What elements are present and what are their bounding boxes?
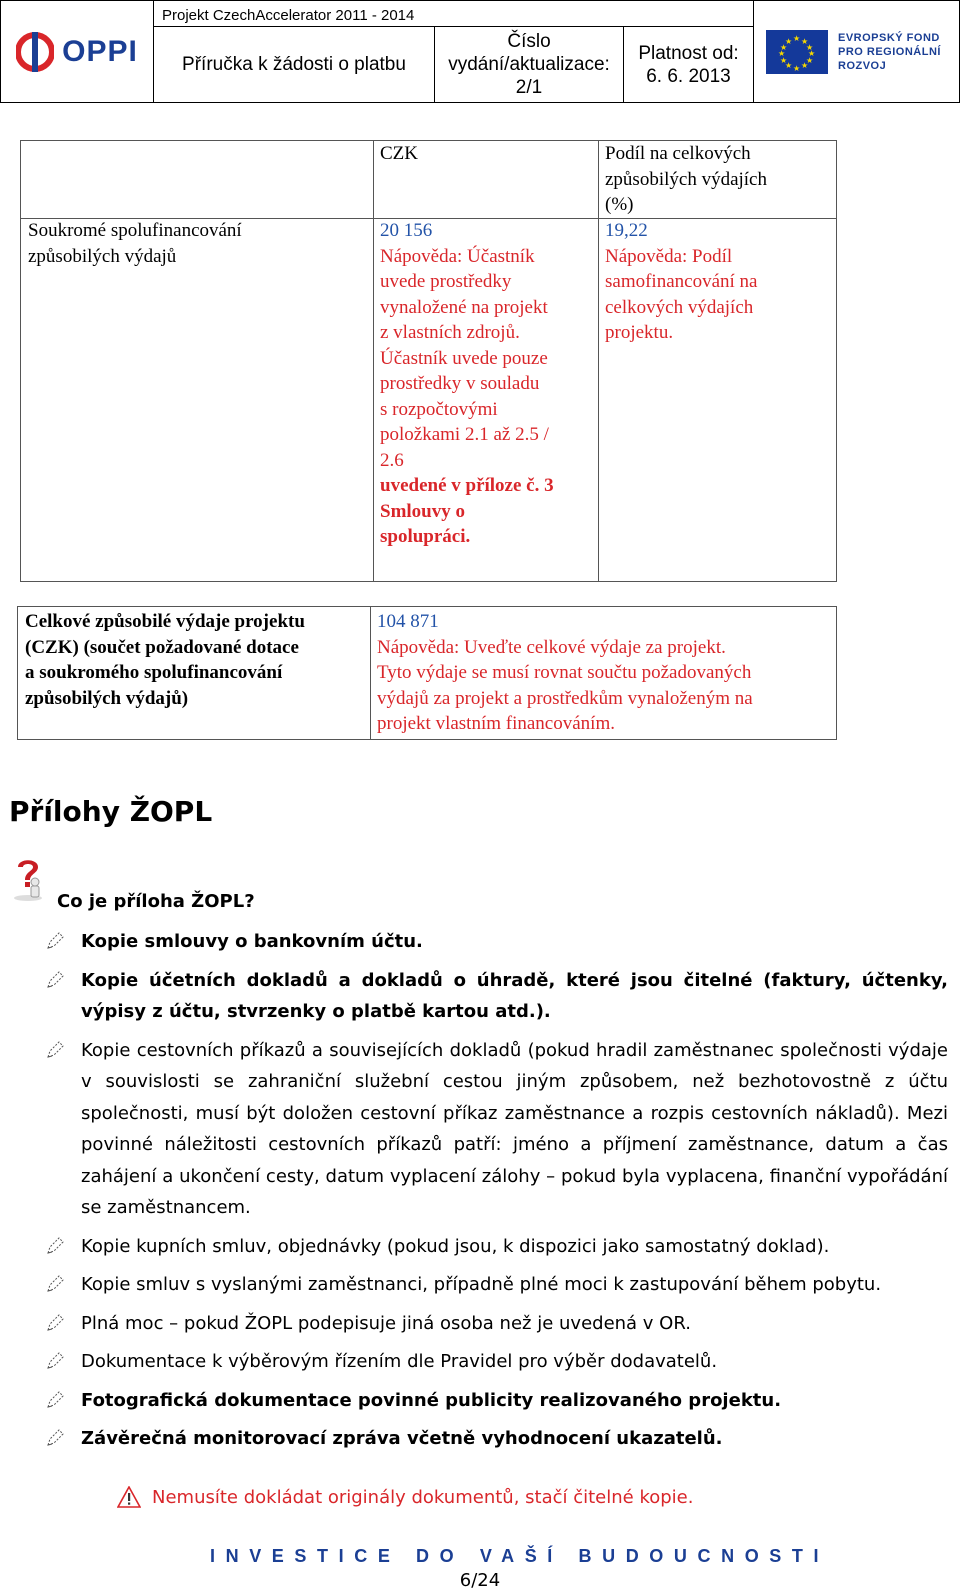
version-label-1: Číslo	[507, 31, 551, 52]
total-costs-table	[17, 606, 837, 740]
eu-fund-text	[838, 31, 941, 73]
warning-note	[117, 1486, 693, 1508]
pencil-bullet-icon	[44, 1427, 66, 1449]
total-label	[25, 609, 305, 711]
pencil-bullet-icon	[44, 930, 66, 952]
list-item-text: Dokumentace k výběrovým řízením dle Pravidel pro výběr dodavatelů.	[81, 1351, 718, 1372]
col-header-share-line: Podíl na celkových	[605, 143, 751, 164]
pencil-bullet-icon	[44, 969, 66, 991]
eu-flag-icon: ★ ★ ★ ★ ★ ★ ★ ★ ★ ★ ★ ★	[766, 30, 828, 74]
czk-help-line: uvede prostředky	[380, 271, 512, 292]
czk-help-line: Nápověda: Účastník	[380, 245, 535, 267]
list-item-text: Plná moc – pokud ŽOPL podepisuje jiná osoba než je uvedená v OR.	[81, 1312, 691, 1334]
total-help-line: projekt vlastním financováním.	[377, 713, 615, 734]
list-item-text: Kopie cestovních příkazů a souvisejících dokladů (pokud hradil zaměstnanec společnosti výdaje v souvislosti se zahraniční služební cestou jiným způsobem, než bezhotovostně z účtu společnosti, musí být doložen cestovní příkaz zaměstnance a rozpis cestovních nákladů). Mezi povinné náležitosti cestovních příkazů patří: jméno a příjmení zaměstnance, datum a čas zahájení a ukončení cesty, datum vyplacení zálohy – pokud byla vyplacena, finanční vypořádání se zaměstnancem.	[81, 1039, 948, 1218]
total-value: 104 871	[377, 611, 439, 632]
oppi-logo	[0, 0, 154, 103]
list-item	[40, 926, 948, 958]
total-label-line: (CZK) (součet požadované dotace	[25, 636, 299, 658]
list-item-text: Kopie smlouvy o bankovním účtu.	[81, 931, 423, 952]
document-title: Příručka k žádosti o platbu	[153, 26, 435, 103]
question-text: Co je příloha ŽOPL?	[57, 891, 255, 912]
czk-help-line: z vlastních zdrojů.	[380, 322, 520, 343]
share-help-line: Nápověda: Podíl	[605, 245, 733, 267]
czk-help-line: s rozpočtovými	[380, 398, 498, 420]
col-header-czk: CZK	[380, 143, 418, 164]
list-item	[40, 1035, 948, 1224]
total-label-line: a soukromého spolufinancování	[25, 662, 283, 683]
version-cell	[434, 26, 624, 103]
list-item-text: Kopie smluv s vyslanými zaměstnanci, případně plné moci k zastupování během pobytu.	[81, 1274, 882, 1295]
pencil-bullet-icon	[44, 1273, 66, 1295]
warning-text: Nemusíte dokládat originály dokumentů, stačí čitelné kopie.	[152, 1486, 694, 1508]
pencil-bullet-icon	[44, 1039, 66, 1061]
section-title: Přílohy ŽOPL	[9, 795, 213, 828]
share-help-line: projektu.	[605, 322, 674, 343]
pencil-bullet-icon	[44, 1389, 66, 1411]
list-item-text: Závěrečná monitorovací zpráva včetně vyhodnocení ukazatelů.	[81, 1428, 723, 1449]
list-item	[40, 965, 948, 1028]
col-header-share	[605, 141, 767, 218]
page-number: 6/24	[459, 1570, 501, 1591]
footer-slogan: INVESTICE DO VAŠÍ BUDOUCNOSTI	[210, 1546, 830, 1566]
total-label-line: způsobilých výdajů)	[25, 687, 189, 709]
total-label-line: Celkové způsobilé výdaje projektu	[25, 611, 305, 632]
validity-cell	[623, 26, 754, 103]
share-help-line: samofinancování na	[605, 271, 758, 292]
list-item-text: Kopie účetních dokladů a dokladů o úhradě, které jsou čitelné (faktury, účtenky, výpisy z účtu, stvrzenky o platbě kartou atd.).	[81, 969, 948, 1022]
row-label-line: Soukromé spolufinancování	[28, 220, 242, 241]
row-label	[28, 218, 242, 269]
czk-help-line: 2.6	[380, 449, 404, 471]
document-header	[0, 0, 960, 103]
row-label-line: způsobilých výdajů	[28, 245, 177, 267]
pencil-bullet-icon	[44, 1350, 66, 1372]
czk-value: 20 156	[380, 220, 433, 241]
valid-value: 6. 6. 2013	[646, 65, 731, 87]
czk-cell	[380, 218, 554, 550]
share-cell	[605, 218, 757, 346]
valid-label: Platnost od:	[638, 42, 739, 64]
list-item	[40, 1346, 948, 1378]
total-help-line: Tyto výdaje se musí rovnat součtu požadovaných	[377, 662, 752, 683]
list-item-text: Fotografická dokumentace povinné publicity realizovaného projektu.	[81, 1389, 782, 1411]
czk-help-line: položkami 2.1 až 2.5 /	[380, 424, 549, 445]
czk-help-line: Smlouvy o	[380, 500, 465, 522]
list-item	[40, 1231, 948, 1263]
eu-logo	[753, 0, 960, 103]
czk-help-line: uvedené v příloze č. 3	[380, 475, 554, 496]
total-help-line: výdajů za projekt a prostředkům vynaloženým na	[377, 687, 753, 709]
version-label-2: vydání/aktualizace:	[448, 54, 610, 75]
czk-help-line: vynaložené na projekt	[380, 296, 548, 318]
share-value: 19,22	[605, 220, 648, 241]
pencil-bullet-icon	[44, 1312, 66, 1334]
version-value: 2/1	[515, 77, 543, 98]
warning-icon	[117, 1486, 141, 1508]
list-item-text: Kopie kupních smluv, objednávky (pokud jsou, k dispozici jako samostatný doklad).	[81, 1235, 830, 1257]
col-header-share-line: způsobilých výdajích	[605, 168, 767, 190]
eu-line-3: ROZVOJ	[838, 59, 887, 72]
project-name: Projekt CzechAccelerator 2011 - 2014	[153, 0, 754, 27]
list-item	[40, 1385, 948, 1417]
eu-line-1: EVROPSKÝ FOND	[838, 31, 940, 44]
pencil-bullet-icon	[44, 1235, 66, 1257]
oppi-logo-icon	[16, 30, 54, 74]
list-item	[40, 1308, 948, 1340]
question-figure-icon	[10, 855, 48, 901]
eu-line-2: PRO REGIONÁLNÍ	[838, 45, 941, 58]
list-item	[40, 1423, 948, 1455]
list-item	[40, 1269, 948, 1301]
share-help-line: celkových výdajích	[605, 296, 754, 318]
czk-help-line: prostředky v souladu	[380, 373, 540, 394]
czk-help-line: Účastník uvede pouze	[380, 347, 548, 369]
attachment-list	[40, 926, 948, 1462]
col-header-share-line: (%)	[605, 194, 634, 215]
czk-help-line: spolupráci.	[380, 526, 471, 547]
total-help-line: Nápověda: Uveďte celkové výdaje za projekt.	[377, 636, 726, 658]
oppi-logo-text: OPPI	[62, 34, 138, 68]
cofinancing-table	[20, 140, 837, 582]
total-value-cell	[377, 609, 753, 737]
